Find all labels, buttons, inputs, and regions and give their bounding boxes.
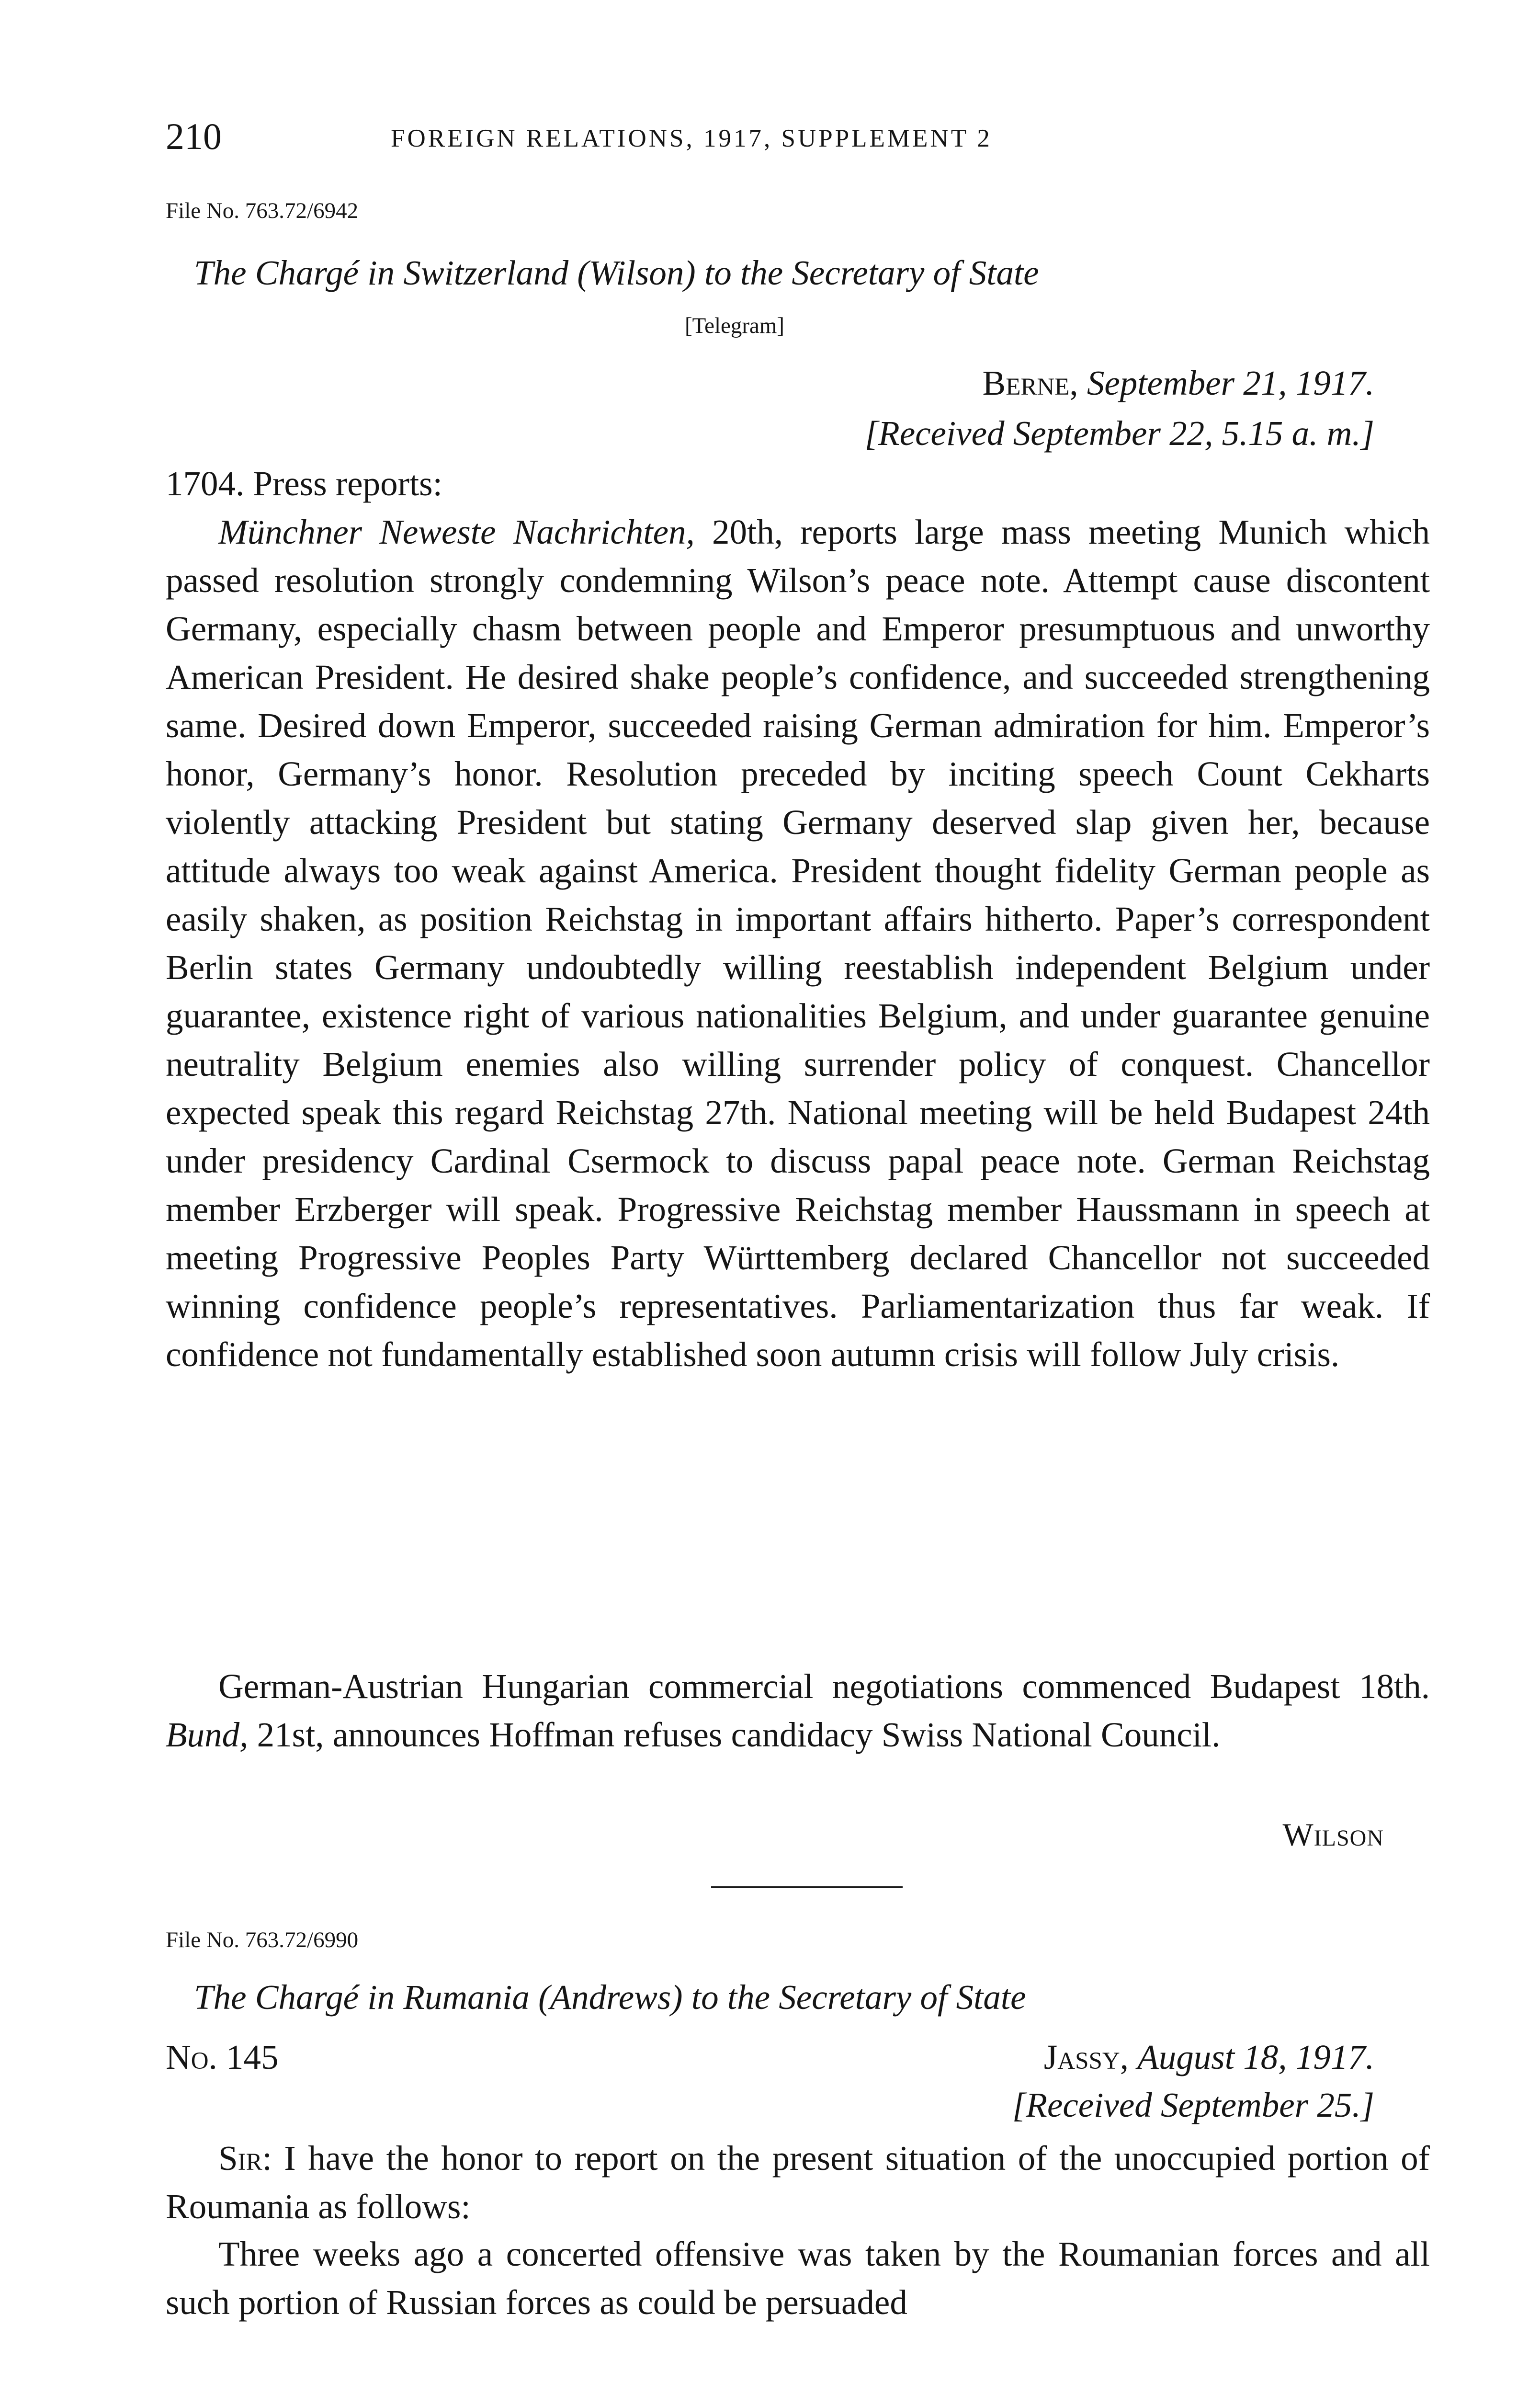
dispatch-continuation: Three weeks ago a concerted offensive was taken by the Roumanian forces and all such portion of Russian forces as could be persuaded xyxy=(166,2235,1430,2322)
date-text: August 18, 1917. xyxy=(1137,2038,1374,2076)
message-opening: 1704. Press reports: xyxy=(166,464,442,503)
closing-text-start: German-Austrian Hungarian commercial negotiations commenced Budapest 18th. xyxy=(218,1667,1430,1706)
document-title: The Chargé in Switzerland (Wilson) to the Secretary of State xyxy=(194,253,1039,292)
telegram-paragraph xyxy=(166,508,1430,1379)
dispatch-paragraph-text: I have the honor to report on the present situation of the unoccupied portion of Roumania as follows: xyxy=(166,2139,1430,2226)
dateline xyxy=(983,359,1374,407)
newspaper-title: Münchner Neweste Nachrichten, xyxy=(218,513,695,551)
telegram-label: [Telegram] xyxy=(685,313,785,338)
file-number: File No. 763.72/6990 xyxy=(166,1927,359,1952)
file-number: File No. 763.72/6942 xyxy=(166,198,359,223)
page-number: 210 xyxy=(166,115,222,157)
page-header xyxy=(166,113,1430,165)
received-note: [Received September 22, 5.15 a. m.] xyxy=(864,414,1374,453)
telegram-paragraph-text: 20th, reports large mass meeting Munich which passed resolution strongly condemning Wilson’s peace note. Attempt cause discontent Germany, especially chasm between people and Emperor presumptuous and unworthy American President. He desired shake people’s confidence, and succeeded strengthening same. Desired down Emperor, succeeded raising German admiration for him. Emperor’s honor, Germany’s honor. Resolution preceded by inciting speech Count Cekharts violently attacking President but stating Germany deserved slap given her, because attitude always too weak against America. President thought fidelity German people as easily shaken, as position Reichstag in important affairs hitherto. Paper’s correspondent Berlin states Germany undoubtedly willing reestablish independent Belgium under guarantee, existence right of various nationalities Belgium, and under guarantee genuine neutrality Belgium enemies also willing surrender policy of conquest. Chancellor expected speak this regard Reichstag 27th. National meeting will be held Budapest 24th under presidency Cardinal Csermock to discuss papal peace note. German Reichstag member Erzberger will speak. Progressive Reichstag member Haussmann in speech at meeting Progressive Peoples Party Württemberg declared Chancellor not succeeded winning confidence people’s representatives. Parliamentarization thus far weak. If confidence not fundamentally established soon autumn crisis will follow July crisis. xyxy=(166,513,1430,1374)
dispatch-number: No. 145 xyxy=(166,2038,279,2076)
closing-text-end: 21st, announces Hoffman refuses candidacy Swiss National Council. xyxy=(248,1715,1221,1754)
running-head: FOREIGN RELATIONS, 1917, SUPPLEMENT 2 xyxy=(391,125,992,152)
dispatch-paragraph xyxy=(166,2134,1430,2231)
dateline xyxy=(1044,2033,1374,2081)
signature: Wilson xyxy=(1282,1816,1384,1853)
document-title: The Chargé in Rumania (Andrews) to the Secretary of State xyxy=(194,1978,1026,2017)
place-name: Berne, xyxy=(982,364,1078,402)
salutation: Sir: xyxy=(218,2139,272,2178)
place-name: Jassy, xyxy=(1043,2038,1129,2076)
date-text: September 21, 1917. xyxy=(1087,364,1374,402)
received-note: [Received September 25.] xyxy=(1012,2086,1374,2124)
telegram-closing-paragraph xyxy=(166,1662,1430,1759)
newspaper-title-bund: Bund, xyxy=(166,1715,249,1754)
section-divider xyxy=(711,1886,903,1888)
